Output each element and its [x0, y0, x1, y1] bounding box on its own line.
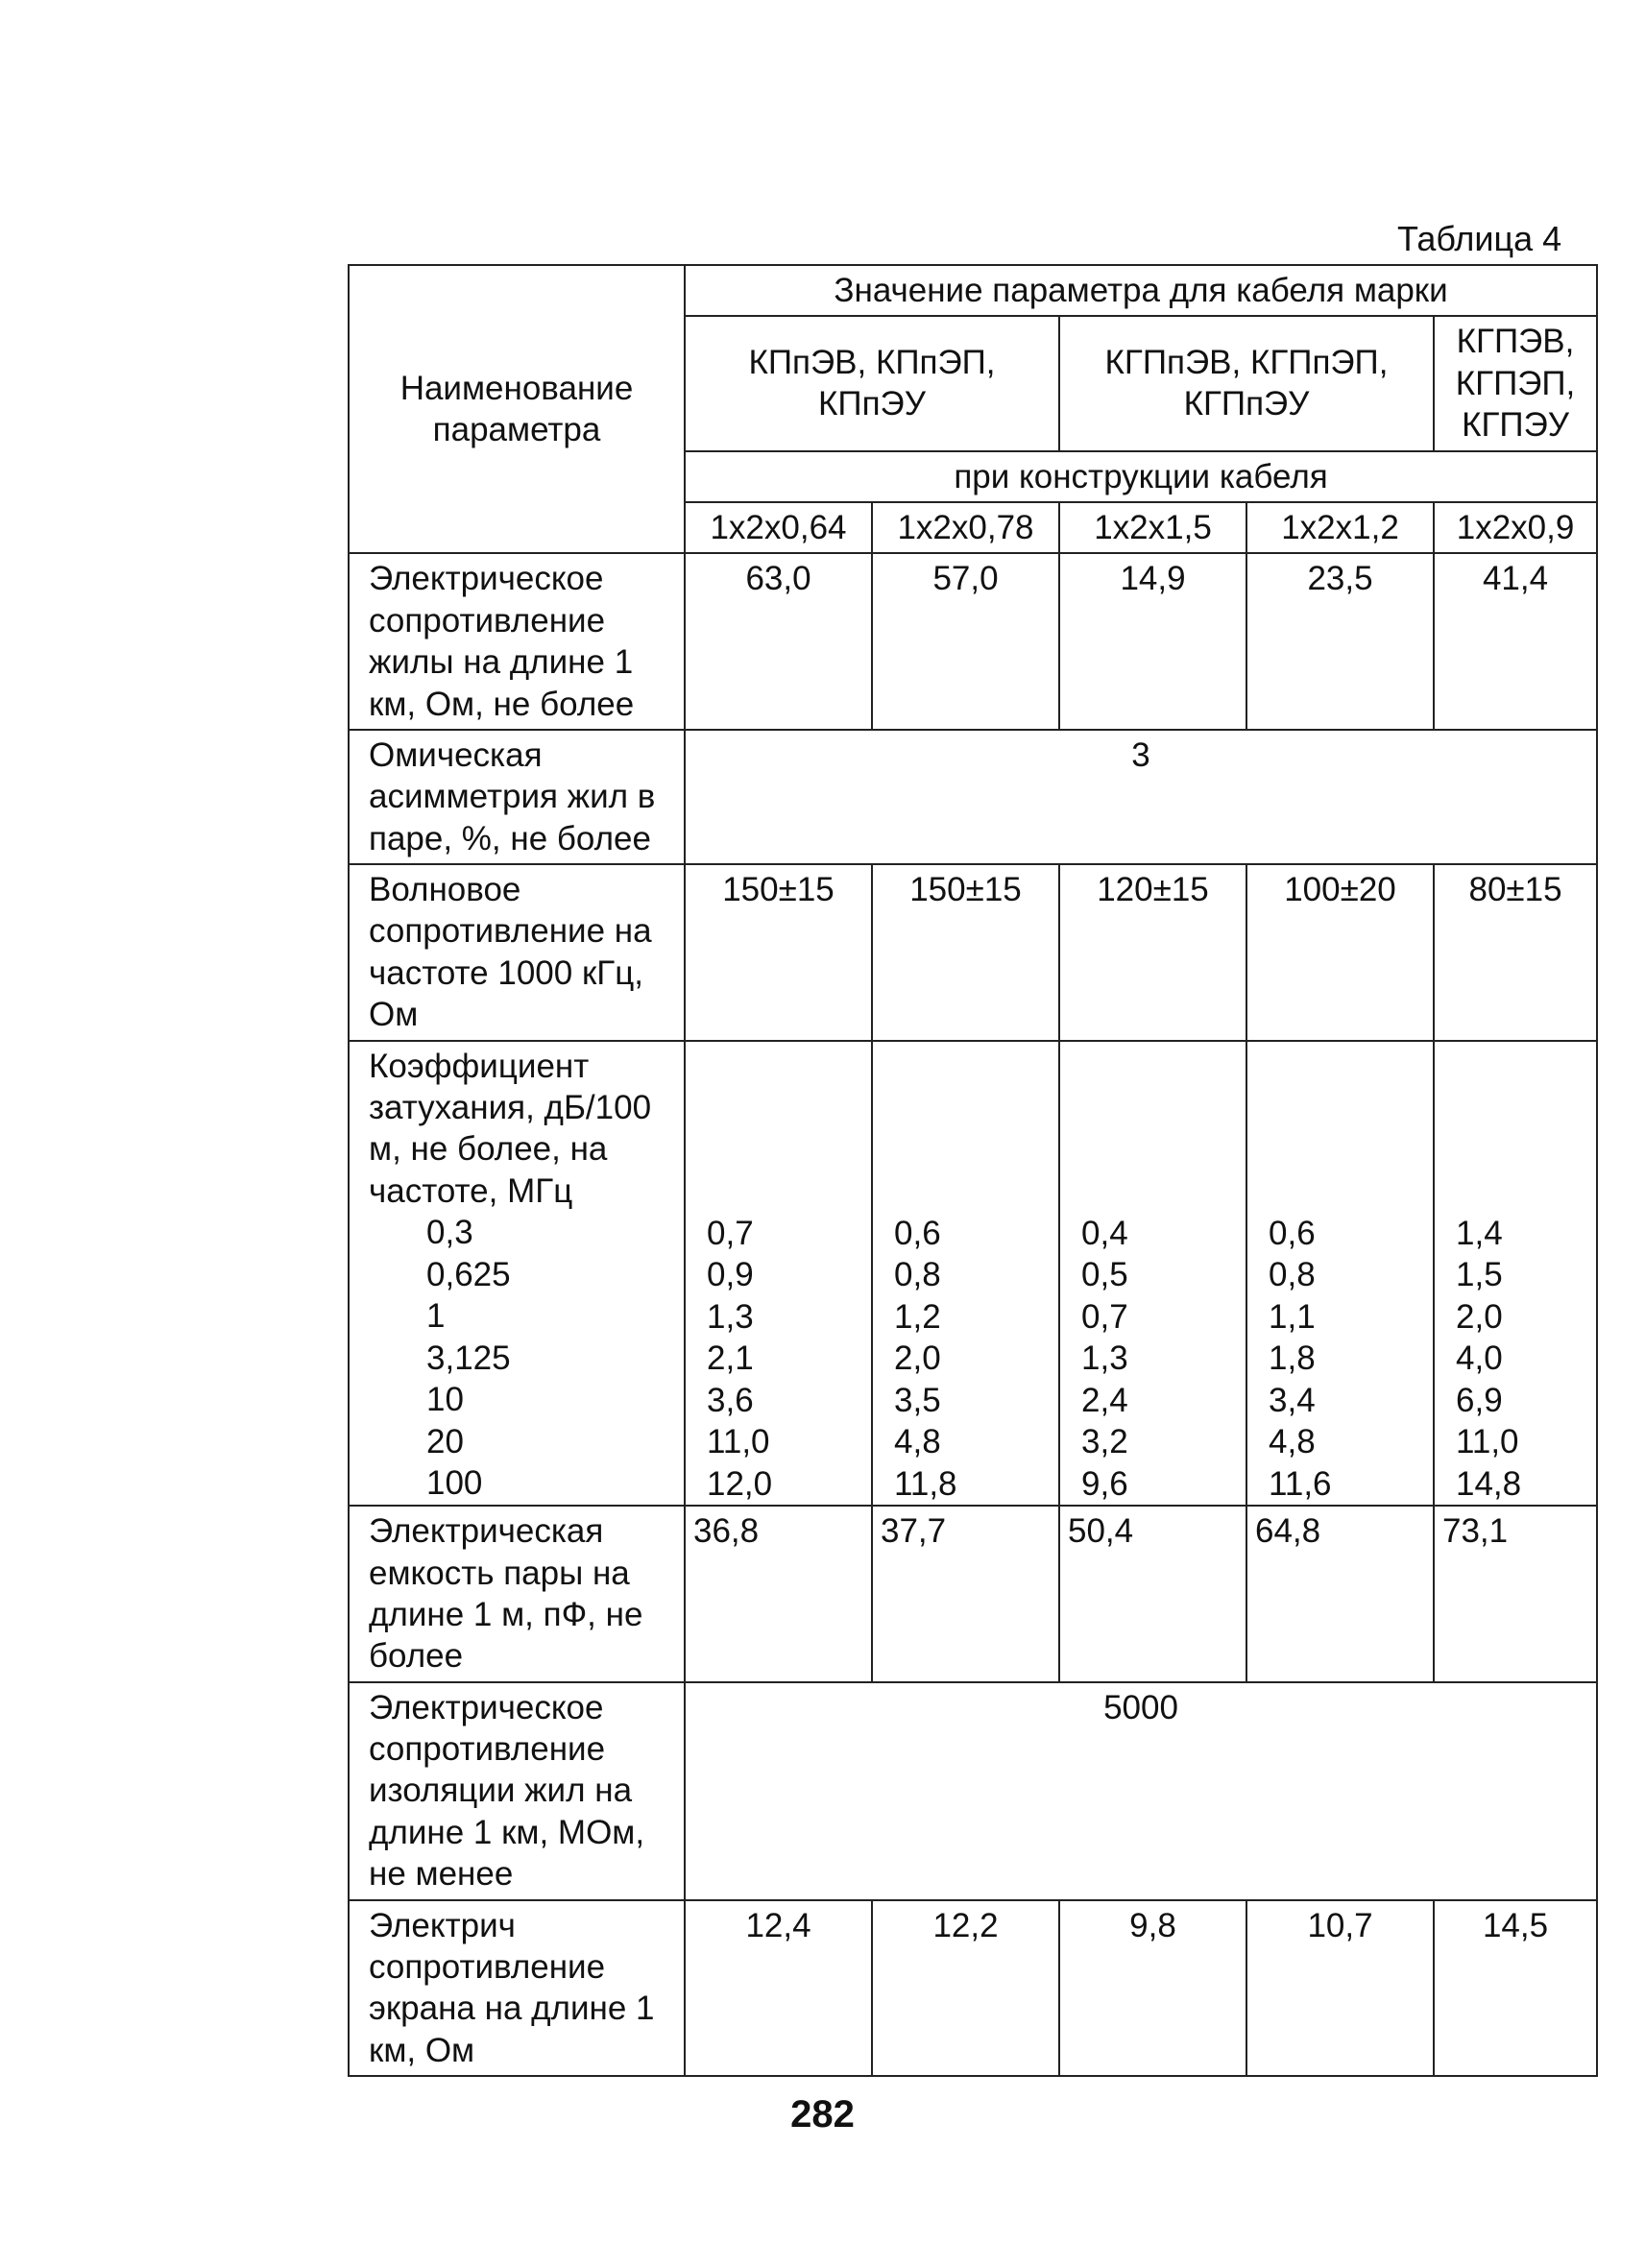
- attenuation-value: 0,9: [707, 1256, 754, 1294]
- attenuation-column: [1059, 1041, 1246, 1507]
- table-row: [349, 1506, 1597, 1682]
- table-caption: Таблица 4: [1397, 219, 1562, 258]
- attenuation-value: 0,6: [894, 1214, 941, 1252]
- attenuation-value: 2,0: [894, 1339, 941, 1378]
- table-row: [349, 730, 1597, 864]
- attenuation-value: 2,1: [707, 1339, 754, 1378]
- capacitance-value: 73,1: [1434, 1506, 1597, 1682]
- frequency-value: 10: [426, 1381, 464, 1419]
- attenuation-value: 14,8: [1456, 1464, 1522, 1503]
- screen-value: 14,5: [1434, 1900, 1597, 2077]
- attenuation-value: 3,2: [1081, 1423, 1128, 1461]
- table-row: [349, 1900, 1597, 2077]
- attenuation-value: 2,0: [1456, 1297, 1503, 1336]
- capacitance-value: 64,8: [1246, 1506, 1434, 1682]
- table-header: [349, 265, 1597, 553]
- attenuation-value: 3,4: [1269, 1381, 1316, 1419]
- brand-header-1: КПпЭВ, КПпЭП, КПпЭУ: [685, 316, 1059, 450]
- impedance-value: 100±20: [1246, 864, 1434, 1041]
- impedance-value: 80±15: [1434, 864, 1597, 1041]
- attenuation-value: 0,8: [894, 1256, 941, 1294]
- attenuation-value: 4,8: [894, 1423, 941, 1461]
- row-name-resistance: Электрическое сопротивление жилы на длине 1 км, Ом, не более: [349, 553, 685, 730]
- attenuation-value: 0,8: [1269, 1256, 1316, 1294]
- attenuation-value: 1,2: [894, 1297, 941, 1336]
- row-name-screen: Электрич сопротивление экрана на длине 1 км, Ом: [349, 1900, 685, 2077]
- attenuation-value: 1,8: [1269, 1339, 1316, 1378]
- table-row: [349, 553, 1597, 730]
- row-name-impedance: Волновое сопротивление на частоте 1000 кГц, Ом: [349, 864, 685, 1041]
- value-group-header: Значение параметра для кабеля марки: [685, 265, 1597, 316]
- cable-parameters-table: [348, 264, 1598, 2077]
- attenuation-value: 1,1: [1269, 1297, 1316, 1336]
- attenuation-value: 1,4: [1456, 1214, 1503, 1252]
- frequency-value: 20: [426, 1422, 464, 1460]
- brand-header-2: КГПпЭВ, КГПпЭП, КГПпЭУ: [1059, 316, 1434, 450]
- attenuation-value: 3,5: [894, 1381, 941, 1419]
- attenuation-value: 1,3: [1081, 1339, 1128, 1378]
- construction-3: 1x2x1,5: [1059, 502, 1246, 553]
- impedance-value: 150±15: [872, 864, 1059, 1041]
- attenuation-value: 6,9: [1456, 1381, 1503, 1419]
- attenuation-value: 4,8: [1269, 1423, 1316, 1461]
- attenuation-value: 11,0: [707, 1423, 770, 1461]
- capacitance-value: 37,7: [872, 1506, 1059, 1682]
- attenuation-column: [685, 1041, 872, 1507]
- attenuation-value: 11,8: [894, 1464, 957, 1503]
- attenuation-value: 3,6: [707, 1381, 754, 1419]
- attenuation-value: 0,5: [1081, 1256, 1128, 1294]
- table-row: [349, 1041, 1597, 1507]
- row-name-insulation: Электрическое сопротивление изоляции жил на длине 1 км, МОм, не менее: [349, 1682, 685, 1900]
- frequency-value: 100: [426, 1464, 483, 1503]
- capacitance-value: 36,8: [685, 1506, 872, 1682]
- attenuation-value: 0,7: [707, 1214, 754, 1252]
- attenuation-value: 4,0: [1456, 1339, 1503, 1378]
- frequency-value: 0,3: [426, 1214, 473, 1252]
- attenuation-value: 2,4: [1081, 1381, 1128, 1419]
- resistance-value: 57,0: [872, 553, 1059, 730]
- attenuation-value: 11,0: [1456, 1423, 1519, 1461]
- construction-5: 1x2x0,9: [1434, 502, 1597, 553]
- attenuation-value: 0,4: [1081, 1214, 1128, 1252]
- page-number: 282: [790, 2093, 855, 2135]
- attenuation-value: 9,6: [1081, 1464, 1128, 1503]
- row-name-attenuation-cell: [349, 1041, 685, 1507]
- row-name-attenuation: Коэффициент затухания, дБ/100 м, не более, на частоте, МГц: [369, 1047, 652, 1210]
- attenuation-value: 0,7: [1081, 1297, 1128, 1336]
- construction-4: 1x2x1,2: [1246, 502, 1434, 553]
- attenuation-value: 12,0: [707, 1464, 773, 1503]
- brand-header-3: КГПЭВ, КГПЭП, КГПЭУ: [1434, 316, 1597, 450]
- impedance-value: 120±15: [1059, 864, 1246, 1041]
- screen-value: 12,2: [872, 1900, 1059, 2077]
- resistance-value: 41,4: [1434, 553, 1597, 730]
- screen-value: 9,8: [1059, 1900, 1246, 2077]
- table-row: [349, 864, 1597, 1041]
- frequency-list: [350, 1212, 684, 1505]
- attenuation-value: 0,6: [1269, 1214, 1316, 1252]
- attenuation-value: 1,5: [1456, 1256, 1503, 1294]
- asymmetry-value: 3: [685, 730, 1597, 864]
- insulation-value: 5000: [685, 1682, 1597, 1900]
- resistance-value: 23,5: [1246, 553, 1434, 730]
- param-name-header: Наименование параметра: [349, 265, 685, 553]
- attenuation-column: [1246, 1041, 1434, 1507]
- impedance-value: 150±15: [685, 864, 872, 1041]
- attenuation-column: [872, 1041, 1059, 1507]
- attenuation-value: 1,3: [707, 1297, 754, 1336]
- resistance-value: 63,0: [685, 553, 872, 730]
- resistance-value: 14,9: [1059, 553, 1246, 730]
- attenuation-column: [1434, 1041, 1597, 1507]
- attenuation-value: 11,6: [1269, 1464, 1332, 1503]
- screen-value: 10,7: [1246, 1900, 1434, 2077]
- construction-header: при конструкции кабеля: [685, 451, 1597, 502]
- row-name-asymmetry: Омическая асимметрия жил в паре, %, не более: [349, 730, 685, 864]
- table-row: [349, 1682, 1597, 1900]
- frequency-value: 1: [426, 1297, 446, 1336]
- row-name-capacitance: Электрическая емкость пары на длине 1 м, пФ, не более: [349, 1506, 685, 1682]
- screen-value: 12,4: [685, 1900, 872, 2077]
- capacitance-value: 50,4: [1059, 1506, 1246, 1682]
- construction-2: 1x2x0,78: [872, 502, 1059, 553]
- frequency-value: 3,125: [426, 1339, 511, 1377]
- construction-1: 1x2x0,64: [685, 502, 872, 553]
- frequency-value: 0,625: [426, 1255, 511, 1293]
